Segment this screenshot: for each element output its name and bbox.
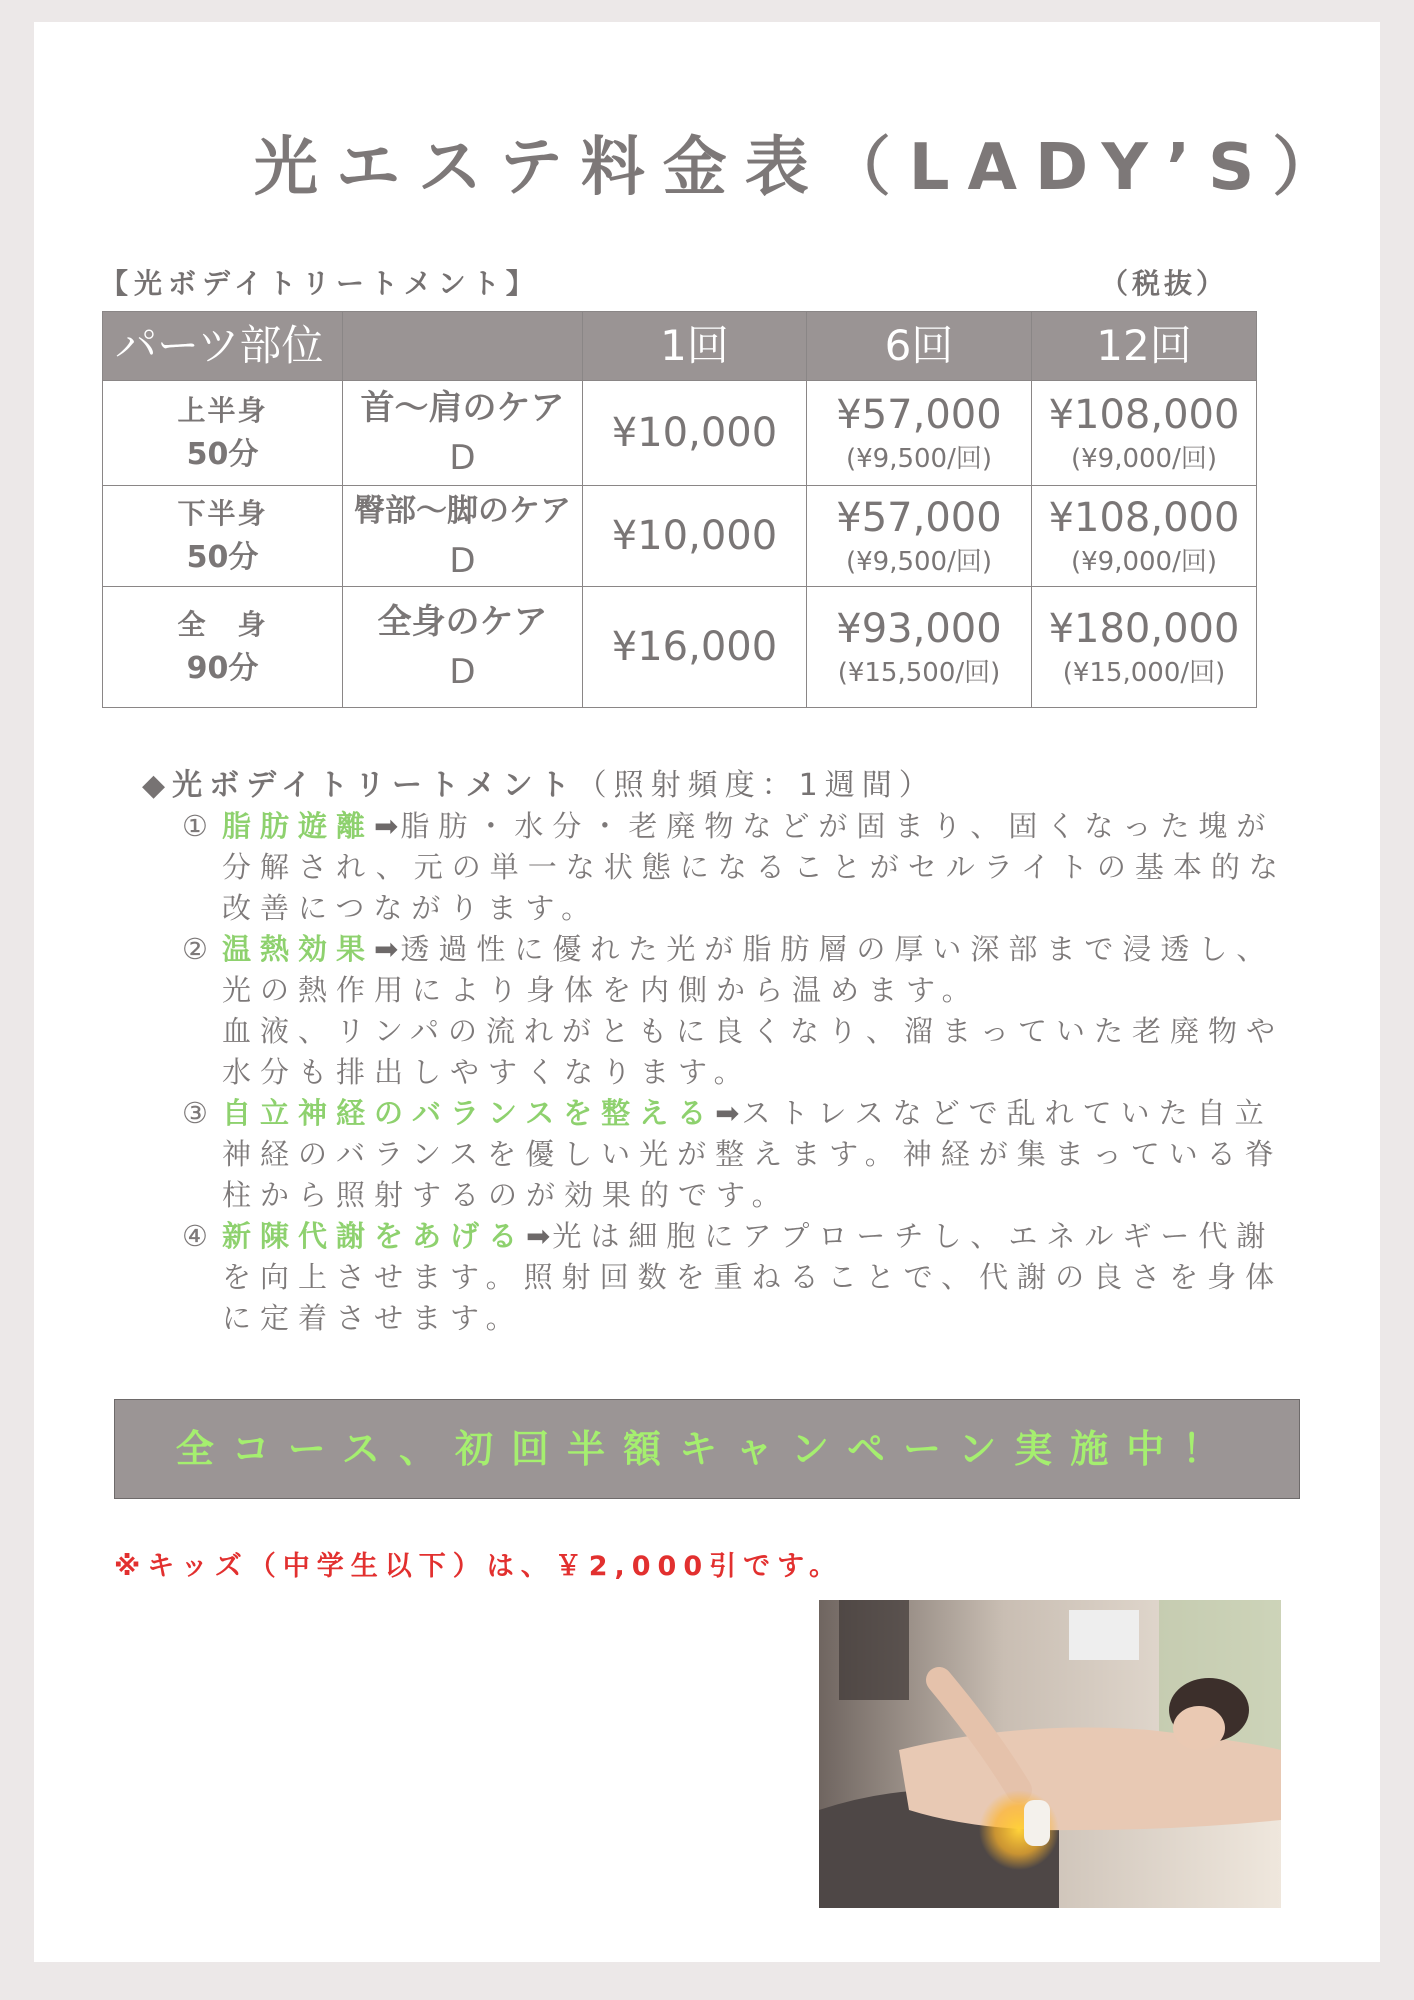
notes-frequency: （照射頻度：1週間） [576,768,936,803]
price-six: ¥93,000 [836,606,1002,652]
arrow-right-icon: ➡ [374,932,401,966]
note-number: ① [182,809,208,843]
note-keyword: 脂肪遊離 [222,809,375,843]
price-six-per: (¥15,500/回) [837,658,1001,688]
price-twelve-cell [1032,486,1257,587]
price-once: ¥10,000 [611,410,778,456]
treatment-notes [142,766,1342,1339]
price-six: ¥57,000 [836,392,1002,438]
part-cell [103,587,343,708]
price-once-cell [583,486,807,587]
part-name: 全 身 [177,608,268,641]
header-six: 6回 [807,312,1032,381]
note-line: ストレスなどで乱れていた自立 [741,1096,1273,1130]
note-keyword: 新陳代謝をあげる [222,1219,527,1253]
note-line: 脂肪・水分・老廃物などが固まり、固くなった塊が [400,809,1275,843]
note-line: 透過性に優れた光が脂肪層の厚い深部まで浸透し、 [400,932,1275,966]
note-item [142,806,1342,929]
price-twelve-per: (¥9,000/回) [1070,444,1218,474]
header-once: 1回 [583,312,807,381]
price-twelve: ¥180,000 [1048,606,1240,652]
care-code: D [449,438,476,478]
section-label: 【光ボデイトリートメント】 [100,267,540,300]
campaign-text: 全コース、初回半額キャンペーン実施中！ [175,1427,1239,1471]
notes-title: ◆光ボデイトリートメント [142,768,577,803]
care-name: 首～肩のケア [360,388,565,428]
treatment-photo [819,1600,1281,1908]
price-twelve: ¥108,000 [1048,495,1240,541]
note-number: ② [182,932,208,966]
kids-discount-note: ※キッズ（中学生以下）は、￥2,000引です。 [114,1551,843,1582]
care-name: 臀部～脚のケア [354,493,571,529]
arrow-right-icon: ➡ [715,1096,742,1130]
note-line: 血液、リンパの流れがともに良くなり、溜まっていた老廃物や [222,1014,1284,1048]
part-time: 50分 [186,437,259,472]
care-name: 全身のケア [377,602,548,642]
note-keyword: 自立神経のバランスを整える [222,1096,716,1130]
table-row [103,381,1257,486]
price-twelve-per: (¥9,000/回) [1070,547,1218,577]
note-line: 神経のバランスを優しい光が整えます。神経が集まっている脊 [222,1137,1283,1171]
price-six-cell [807,587,1032,708]
campaign-banner [114,1399,1300,1499]
price-once-cell [583,587,807,708]
treatment-photo-illustration [819,1600,1281,1908]
price-once-cell [583,381,807,486]
price-twelve-cell [1032,381,1257,486]
table-row [103,486,1257,587]
price-twelve-per: (¥15,000/回) [1062,658,1226,688]
note-line: 改善につながります。 [222,891,600,925]
note-line: 光の熱作用により身体を内側から温めます。 [222,973,980,1007]
note-item [142,1216,1342,1339]
price-twelve: ¥108,000 [1048,392,1240,438]
price-once: ¥16,000 [611,624,778,670]
part-name: 下半身 [177,497,268,530]
care-cell [343,381,583,486]
part-name: 上半身 [177,394,268,427]
header-twelve: 12回 [1032,312,1257,381]
note-number: ③ [182,1096,208,1130]
note-number: ④ [182,1219,208,1253]
care-cell [343,587,583,708]
note-item [142,1093,1342,1216]
part-time: 50分 [186,540,259,575]
price-six-per: (¥9,500/回) [845,547,993,577]
table-header-row [103,312,1257,381]
note-line: 光は細胞にアプローチし、エネルギー代謝 [552,1219,1275,1253]
price-six-per: (¥9,500/回) [845,444,993,474]
price-six-cell [807,486,1032,587]
note-line: を向上させます。照射回数を重ねることで、代謝の良さを身体 [222,1260,1284,1294]
header-part: パーツ部位 [103,312,343,381]
note-item [142,929,1342,1093]
notes-heading [142,766,1342,806]
flyer-page [34,22,1380,1962]
price-six-cell [807,381,1032,486]
page-title: 光エステ料金表（LADY’S） [254,131,1355,205]
part-cell [103,486,343,587]
price-six: ¥57,000 [836,495,1002,541]
price-once: ¥10,000 [611,513,778,559]
arrow-right-icon: ➡ [526,1219,553,1253]
note-line: 柱から照射するのが効果的です。 [222,1178,790,1212]
part-time: 90分 [186,651,259,686]
care-code: D [449,541,476,581]
price-table [102,311,1257,708]
care-cell [343,486,583,587]
table-row [103,587,1257,708]
header-care [343,312,583,381]
care-code: D [449,652,476,692]
part-cell [103,381,343,486]
note-line: 分解され、元の単一な状態になることがセルライトの基本的な [222,850,1287,884]
price-twelve-cell [1032,587,1257,708]
note-keyword: 温熱効果 [222,932,375,966]
note-line: 水分も排出しやすくなります。 [222,1055,752,1089]
note-line: に定着させます。 [222,1301,524,1335]
arrow-right-icon: ➡ [374,809,401,843]
tax-note: （税抜） [1100,267,1229,300]
